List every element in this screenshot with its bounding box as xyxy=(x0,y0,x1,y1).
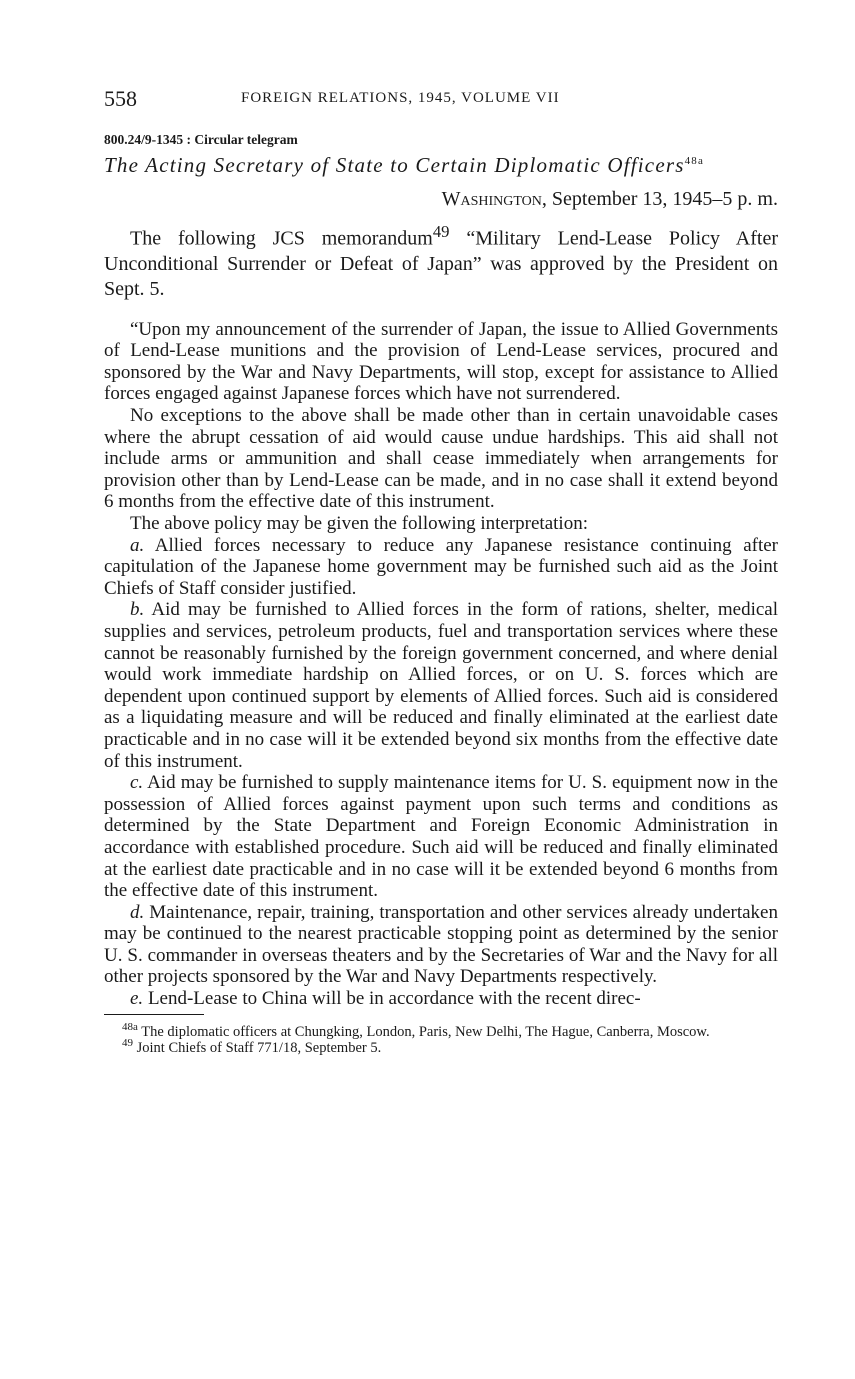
footnote-ref-49: 49 xyxy=(432,222,450,241)
running-head xyxy=(104,86,778,116)
quote-paragraph-3: The above policy may be given the following interpretation: xyxy=(130,513,588,534)
dateline-place: Washington, xyxy=(441,188,547,210)
item-letter: e. xyxy=(130,988,144,1010)
quote-item-c xyxy=(104,772,778,902)
dateline xyxy=(104,188,778,211)
item-text: Lend-Lease to China will be in accordance with the recent direc- xyxy=(143,988,641,1010)
footnote-ref-48a: 48a xyxy=(684,155,705,167)
quote-item-d xyxy=(104,902,778,988)
item-text: Aid may be furnished to Allied forces in the form of rations, shelter, medical supplies and services, petroleum products, fuel and transportation services where these cannot be reasonably furnished by the foreign government concerned, and where denial would work immediate hardship on Allied forces, or on U. S. forces which are dependent upon continued support by elements of Allied forces. Such aid is considered as a liquidating measure and will be reduced and finally eliminated at the earliest date practicable and in no case will it be extended beyond six months from the effective date of this instrument. xyxy=(104,599,778,772)
intro-text-after: “Military Lend-Lease Policy After Unconditional Surrender or Defeat of Japan” was approved by the President on Sept. 5. xyxy=(104,227,778,300)
item-letter: a. xyxy=(130,534,145,556)
document-page xyxy=(104,86,778,1056)
quote-paragraph-1: “Upon my announcement of the surrender of Japan, the issue to Allied Governments of Lend-Lease munitions and the provision of Lend-Lease services, procured and sponsored by the War and Navy Departments, will stop, except for assistance to Allied forces engaged against Japanese forces which have not surrendered. xyxy=(104,318,778,405)
footnote-text: The diplomatic officers at Chungking, London, Paris, New Delhi, The Hague, Canberra, Moscow. xyxy=(137,1023,710,1040)
footnote-divider xyxy=(104,1014,204,1015)
item-letter: d. xyxy=(130,901,145,923)
footnote-49 xyxy=(104,1036,778,1056)
quote-paragraph-2: No exceptions to the above shall be made other than in certain unavoidable cases where the abrupt cessation of aid would cause undue hardships. This aid shall not include arms or ammunition and shall cease immediately when arrangements for provision other than by Lend-Lease can be made, and in no case shall it extend beyond 6 months from the effective date of this instrument. xyxy=(104,405,778,513)
document-title-text: The Acting Secretary of State to Certain Diplomatic Officers xyxy=(104,153,685,177)
item-text: Aid may be furnished to supply maintenance items for U. S. equipment now in the possession of Allied forces against payment upon such terms and conditions as determined by the State Department and Foreign Economic Administration in accordance with established procedure. Such aid will be reduced and finally eliminated at the earliest date practicable and in no case will it be extended beyond 6 months from the effective date of this instrument. xyxy=(104,772,778,902)
document-title xyxy=(104,153,778,178)
intro-paragraph xyxy=(104,219,778,302)
item-letter: c. xyxy=(130,772,144,794)
dateline-date: September 13, 1945–5 p. m. xyxy=(546,188,778,210)
footnote-48a xyxy=(104,1020,778,1040)
document-reference: 800.24/9-1345 : Circular telegram xyxy=(104,132,298,147)
item-text: Allied forces necessary to reduce any Japanese resistance continuing after capitulation of the Japanese home government may be furnished such aid as the Joint Chiefs of Staff consider justified. xyxy=(104,534,778,599)
item-letter: b. xyxy=(130,599,145,621)
quote-item-a xyxy=(104,535,778,600)
page-number: 558 xyxy=(104,86,137,111)
item-text: Maintenance, repair, training, transportation and other services already undertaken may be continued to the nearest practicable stopping point as determined by the senior U. S. commander in overseas theaters and by the Secretaries of War and the Navy for all other projects sponsored by the War and Navy Departments respectively. xyxy=(104,901,778,988)
footnote-mark: 48a xyxy=(122,1020,138,1033)
memorandum-quote xyxy=(104,319,778,1010)
footnote-text: Joint Chiefs of Staff 771/18, September 5. xyxy=(133,1039,382,1056)
footnote-mark: 49 xyxy=(122,1036,133,1049)
quote-item-b xyxy=(104,599,778,772)
intro-text-before: The following JCS memorandum xyxy=(130,227,433,250)
running-title: FOREIGN RELATIONS, 1945, VOLUME VII xyxy=(241,90,560,106)
quote-item-e xyxy=(104,988,778,1010)
footnotes xyxy=(104,1020,778,1056)
